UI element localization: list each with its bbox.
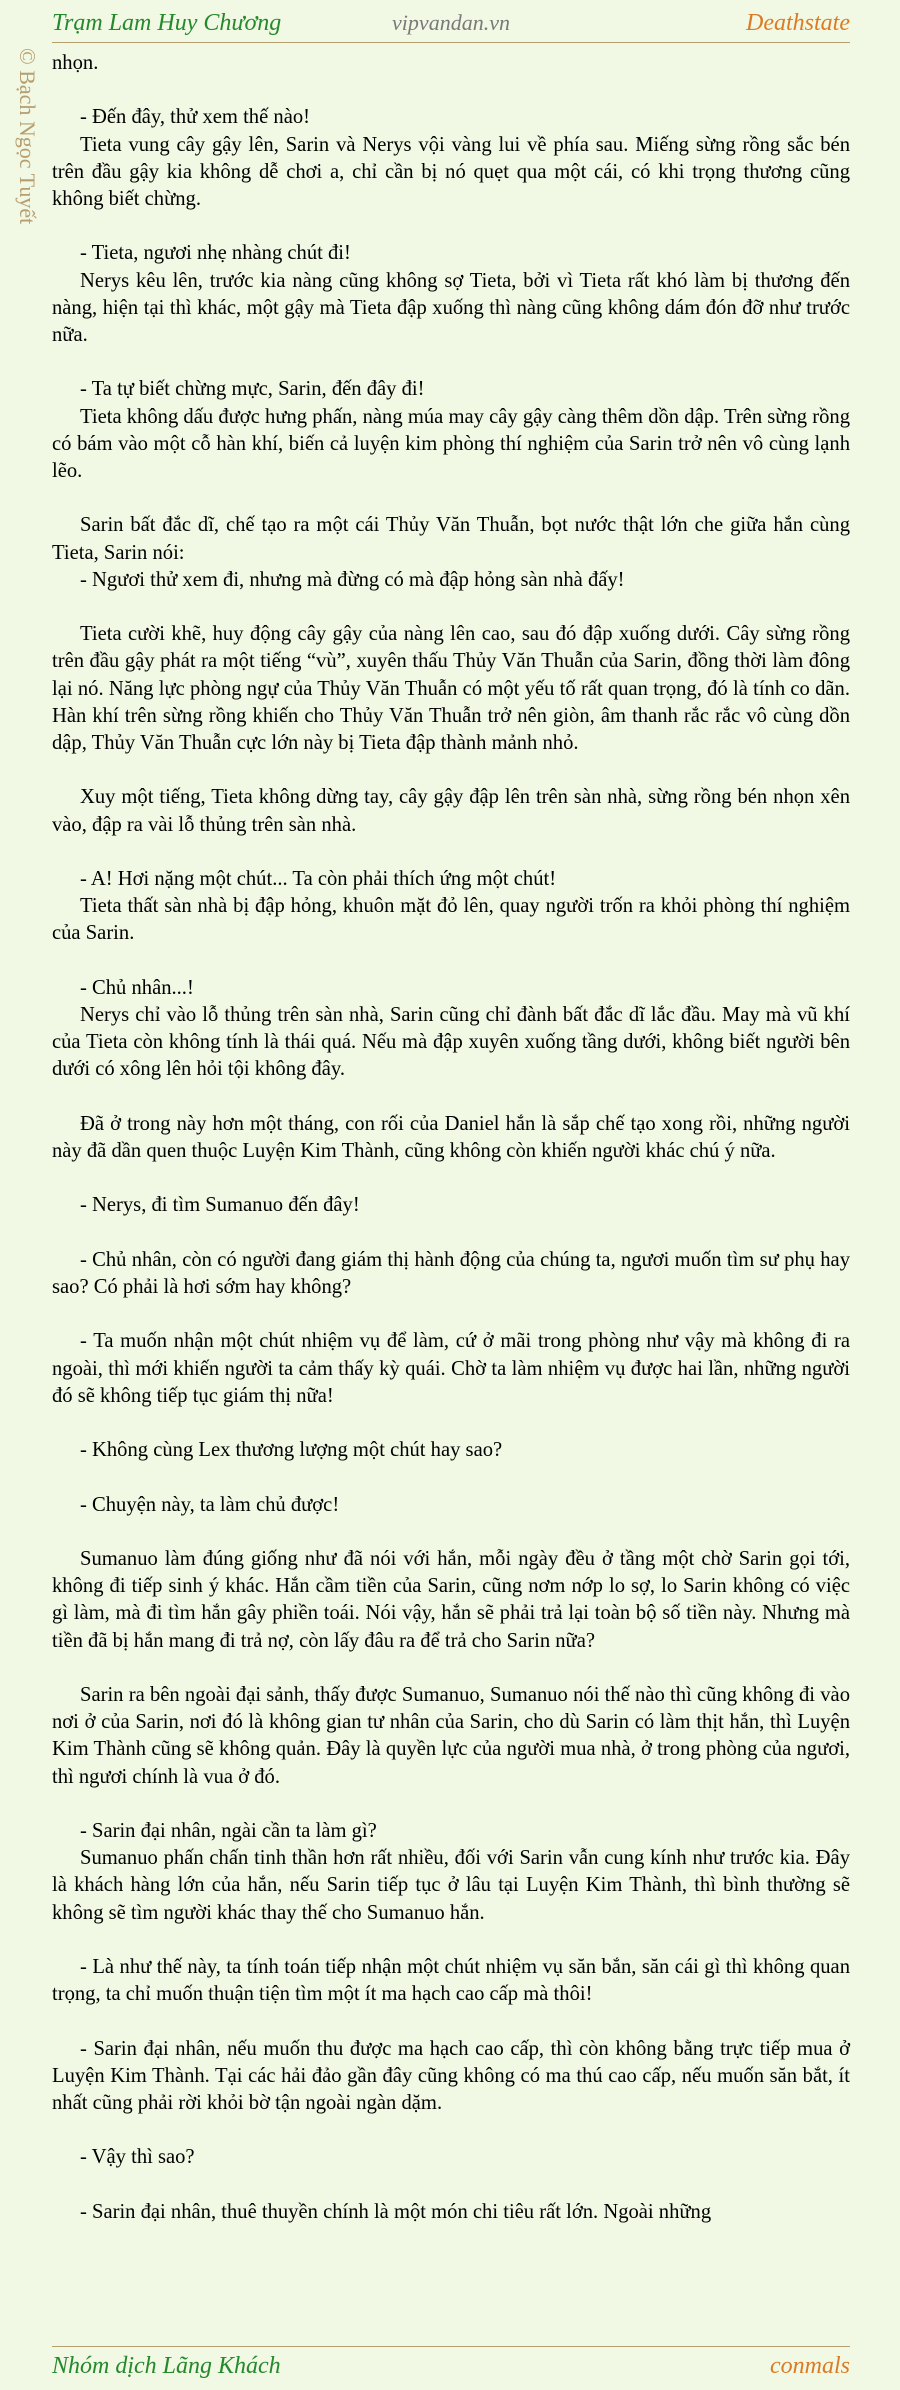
paragraph: - Nerys, đi tìm Sumanuo đến đây! xyxy=(80,1194,360,1217)
lead-paragraph: nhọn. xyxy=(52,52,99,74)
paragraph: Sarin bất đắc dĩ, chế tạo ra một cái Thủy Văn Thuẫn, bọt nước thật lớn che giữa hắn cùng Tieta, Sarin nói: xyxy=(52,514,850,564)
paragraph: - Chuyện này, ta làm chủ được! xyxy=(80,1493,340,1516)
chapter-text xyxy=(52,50,850,2226)
paragraph: Sumanuo làm đúng giống như đã nói với hắn, mỗi ngày đều ở tầng một chờ Sarin gọi tới, không đi tiếp sinh ý khác. Hắn cầm tiền của Sarin, cũng nơm nớp lo sợ, lo Sarin không có việc gì làm, mà đi tìm hắn gây phiền toái. Nói vậy, hắn sẽ phải trả lại toàn bộ số tiền này. Nhưng mà tiền đã bị hắn mang đi trả nợ, còn lấy đâu ra để trả cho Sarin nữa? xyxy=(52,1547,850,1652)
paragraph: - Sarin đại nhân, thuê thuyền chính là một món chi tiêu rất lớn. Ngoài những xyxy=(80,2200,712,2223)
paragraph: - A! Hơi nặng một chút... Ta còn phải thích ứng một chút! xyxy=(80,867,557,890)
paragraph: - Sarin đại nhân, ngài cần ta làm gì? xyxy=(80,1819,377,1842)
paragraph: Xuy một tiếng, Tieta không dừng tay, cây gậy đập lên trên sàn nhà, sừng rồng bén nhọn xên vào, đập ra vài lỗ thủng trên sàn nhà. xyxy=(52,786,850,836)
paragraph: Đã ở trong này hơn một tháng, con rối của Daniel hắn là sắp chế tạo xong rồi, những người này đã dần quen thuộc Luyện Kim Thành, cũng không còn khiến người khác chú ý nữa. xyxy=(52,1112,850,1162)
paragraph: - Ta muốn nhận một chút nhiệm vụ để làm, cứ ở mãi trong phòng như vậy mà không đi ra ngoài, thì mới khiến người ta cảm thấy kỳ quái. Chờ ta làm nhiệm vụ được hai lần, những người đó sẽ không tiếp tục giám thị nữa! xyxy=(52,1330,850,1407)
header-author: Deathstate xyxy=(746,10,850,36)
page-header xyxy=(52,4,850,43)
paragraph: - Chủ nhân, còn có người đang giám thị hành động của chúng ta, ngươi muốn tìm sư phụ hay sao? Có phải là hơi sớm hay không? xyxy=(52,1248,850,1298)
paragraph: - Không cùng Lex thương lượng một chút hay sao? xyxy=(80,1439,503,1462)
paragraph: - Ta tự biết chừng mực, Sarin, đến đây đi! xyxy=(80,378,425,401)
paragraph: - Vậy thì sao? xyxy=(80,2146,195,2169)
paragraph: - Ngươi thử xem đi, nhưng mà đừng có mà đập hỏng sàn nhà đấy! xyxy=(80,568,625,591)
paragraph: Nerys kêu lên, trước kia nàng cũng không sợ Tieta, bởi vì Tieta rất khó làm bị thương đến nàng, hiện tại thì khác, một gậy mà Tieta đập xuống thì nàng cũng không dám đón đỡ như trước nữa. xyxy=(52,269,850,346)
paragraph: - Đến đây, thử xem thế nào! xyxy=(80,106,310,129)
paragraph: Tieta không dấu được hưng phấn, nàng múa may cây gậy càng thêm dồn dập. Trên sừng rồng có bám vào một cỗ hàn khí, biến cả luyện kim phòng thí nghiệm của Sarin trở nên vô cùng lạnh lẽo. xyxy=(52,405,850,482)
page-footer xyxy=(52,2346,850,2385)
header-site: vipvandan.vn xyxy=(392,10,510,35)
paragraph: - Chủ nhân...! xyxy=(80,976,194,999)
paragraph: Sarin ra bên ngoài đại sảnh, thấy được Sumanuo, Sumanuo nói thế nào thì cũng không đi vào nơi ở của Sarin, nơi đó là không gian tư nhân của Sarin, cho dù Sarin có làm thịt hắn, thì Luyện Kim Thành cũng sẽ không quản. Đây là quyền lực của người mua nhà, ở trong phòng của ngươi, thì ngươi chính là vua ở đó. xyxy=(52,1683,850,1788)
footer-translator: Nhóm dịch Lãng Khách xyxy=(52,2353,281,2379)
copyright-text: © Bạch Ngọc Tuyết xyxy=(15,48,40,225)
copyright-sidebar xyxy=(6,48,42,288)
paragraph: - Sarin đại nhân, nếu muốn thu được ma hạch cao cấp, thì còn không bằng trực tiếp mua ở Luyện Kim Thành. Tại các hải đảo gần đây cũng không có ma thú cao cấp, nếu muốn săn bắt, ít nhất cũng phải rời khỏi bờ tận ngoài ngàn dặm. xyxy=(52,2037,850,2114)
footer-editor: conmals xyxy=(770,2353,850,2379)
paragraph: Nerys chỉ vào lỗ thủng trên sàn nhà, Sarin cũng chỉ đành bất đắc dĩ lắc đầu. May mà vũ khí của Tieta còn không tính là thái quá. Nếu mà đập xuyên xuống tầng dưới, không biết người bên dưới có xông lên hỏi tội không đây. xyxy=(52,1003,850,1081)
paragraph: Sumanuo phấn chấn tinh thần hơn rất nhiều, đối với Sarin vẫn cung kính như trước kia. Đây là khách hàng lớn của hắn, nếu Sarin tiếp tục ở lâu tại Luyện Kim Thành, thì bình thường sẽ không sẽ tìm người khác thay thế cho Sumanuo hắn. xyxy=(52,1847,850,1924)
paragraph: Tieta thất sàn nhà bị đập hỏng, khuôn mặt đỏ lên, quay người trốn ra khỏi phòng thí nghiệm của Sarin. xyxy=(52,895,850,945)
paragraph: Tieta cười khẽ, huy động cây gậy của nàng lên cao, sau đó đập xuống dưới. Cây sừng rồng trên đầu gậy phát ra một tiếng “vù”, xuyên thấu Thủy Văn Thuẫn của Sarin, đồng thời làm đông lại nó. Năng lực phòng ngự của Thủy Văn Thuẫn có một yếu tố rất quan trọng, đó là tính co dãn. Hàn khí trên sừng rồng khiến cho Thủy Văn Thuẫn trở nên giòn, âm thanh rắc rắc vô cùng dồn dập, Thủy Văn Thuẫn cực lớn này bị Tieta đập thành mảnh nhỏ. xyxy=(52,623,850,754)
paragraph: - Là như thế này, ta tính toán tiếp nhận một chút nhiệm vụ săn bắn, săn cái gì thì không quan trọng, ta chỉ muốn thuận tiện tìm một ít ma hạch cao cấp mà thôi! xyxy=(52,1955,850,2006)
paragraph: Tieta vung cây gậy lên, Sarin và Nerys vội vàng lui về phía sau. Miếng sừng rồng sắc bén trên đầu gậy kia không dễ chơi a, chỉ cần bị nó quẹt qua một cái, có khi trọng thương cũng không biết chừng. xyxy=(52,133,850,210)
paragraph: - Tieta, ngươi nhẹ nhàng chút đi! xyxy=(80,242,351,265)
header-title: Trạm Lam Huy Chương xyxy=(52,10,282,36)
